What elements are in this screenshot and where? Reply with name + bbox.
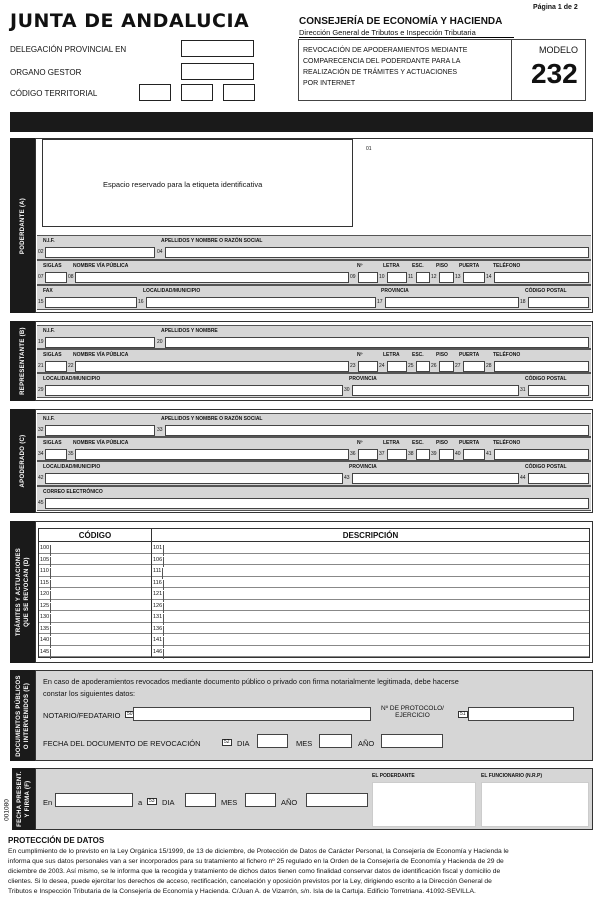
puerta-label: PUERTA [459, 440, 480, 446]
field-number: 36 [350, 451, 356, 457]
firma-funcionario-label: EL FUNCIONARIO (N.R.P) [481, 773, 543, 779]
codigo-number: 125 [40, 603, 51, 614]
codigo-row[interactable] [39, 634, 151, 646]
codigo-number: 130 [40, 614, 51, 625]
documentos-section [35, 670, 593, 761]
descripcion-number: 111 [153, 568, 163, 579]
codigo-field-2[interactable] [181, 84, 213, 101]
codigo-row[interactable] [39, 623, 151, 635]
poderdante-section [35, 138, 593, 313]
codigo-field-3[interactable] [223, 84, 255, 101]
localidad-input[interactable] [45, 385, 343, 396]
etiqueta-text: Espacio reservado para la etiqueta identificativa [103, 180, 263, 189]
via-input[interactable] [75, 272, 349, 283]
correo-label: CORREO ELECTRÓNICO [43, 489, 103, 495]
descripcion-row[interactable] [152, 588, 589, 600]
puerta-input[interactable] [463, 272, 485, 283]
apellidos-input[interactable] [165, 425, 589, 436]
codigo-column [38, 528, 152, 658]
field-number: 07 [38, 274, 44, 280]
direccion-general: Dirección General de Tributos e Inspección Tributaria [299, 28, 514, 38]
title-box [298, 39, 586, 101]
via-label: NOMBRE VÍA PÚBLICA [73, 440, 129, 446]
nif-input[interactable] [45, 337, 155, 348]
ano-input[interactable] [381, 734, 443, 748]
organo-label: ORGANO GESTOR [10, 68, 82, 77]
representante-row-nif [37, 325, 591, 349]
fax-input[interactable] [45, 297, 137, 308]
field-number: 52 [224, 739, 230, 745]
notario-label: NOTARIO/FEDATARIO [43, 711, 121, 720]
protocolo-input[interactable] [468, 707, 574, 721]
provincia-input[interactable] [352, 385, 519, 396]
letra-input[interactable] [387, 449, 407, 460]
siglas-label: SIGLAS [43, 352, 62, 358]
field-number: 37 [379, 451, 385, 457]
firma-poderdante-label: EL PODERDANTE [372, 773, 415, 779]
descripcion-number: 106 [153, 557, 164, 568]
fecha-firma-section [35, 768, 593, 830]
puerta-label: PUERTA [459, 352, 480, 358]
fecha-revocacion-label: FECHA DEL DOCUMENTO DE REVOCACIÓN [43, 739, 201, 748]
apellidos-input[interactable] [165, 247, 589, 258]
apellidos-label: APELLIDOS Y NOMBRE O RAZÓN SOCIAL [161, 238, 263, 244]
apoderado-row-email [37, 486, 591, 511]
field-number: 53 [149, 798, 155, 804]
label-line: Nº DE PROTOCOLO/ [381, 705, 444, 712]
field-number: 29 [38, 387, 44, 393]
localidad-input[interactable] [45, 473, 343, 484]
via-label: NOMBRE VÍA PÚBLICA [73, 263, 129, 269]
proteccion-text [8, 847, 509, 897]
numero-input[interactable] [358, 449, 378, 460]
side-line: O INTERVENIDOS (E) [23, 682, 30, 749]
tramites-side-label [10, 521, 35, 663]
descripcion-number: 141 [153, 637, 164, 648]
numero-label: Nº [357, 440, 363, 446]
field-number: 33 [157, 427, 163, 433]
field-number: 11 [408, 274, 414, 280]
descripcion-row[interactable] [152, 646, 589, 658]
protocolo-label [381, 705, 444, 719]
codigo-row[interactable] [39, 600, 151, 612]
field-number: 26 [431, 363, 437, 369]
field-number: 34 [38, 451, 44, 457]
title-line: POR INTERNET [303, 80, 356, 87]
apellidos-label: APELLIDOS Y NOMBRE O RAZÓN SOCIAL [161, 416, 263, 422]
via-input[interactable] [75, 449, 349, 460]
page-number: Página 1 de 2 [533, 4, 578, 11]
numero-input[interactable] [358, 272, 378, 283]
field-number: 08 [68, 274, 74, 280]
field-number: 22 [68, 363, 74, 369]
field-number: 45 [38, 500, 44, 506]
field-number: 41 [486, 451, 492, 457]
field-number: 38 [408, 451, 414, 457]
telefono-input[interactable] [494, 272, 589, 283]
piso-input[interactable] [439, 272, 454, 283]
field-number: 14 [486, 274, 492, 280]
descripcion-row[interactable] [152, 565, 589, 577]
codigo-number: 145 [40, 649, 51, 660]
descripcion-column [152, 528, 590, 658]
cp-label: CÓDIGO POSTAL [525, 376, 567, 382]
proteccion-line: diciembre de 2003. Así mismo, se le informa que la recogida y tratamiento de dichos datos tienen como finalidad conservar datos de identificación fiscal y domicilio de [8, 868, 501, 875]
field-number: 01 [366, 146, 372, 152]
consejeria-title: CONSEJERÍA DE ECONOMÍA Y HACIENDA [299, 16, 503, 27]
mes-label: MES [296, 739, 313, 748]
fecha-firma-side-label [12, 768, 35, 830]
delegacion-label: DELEGACIÓN PROVINCIAL EN [10, 45, 127, 54]
proteccion-title: PROTECCIÓN DE DATOS [8, 836, 105, 845]
field-number: 19 [38, 339, 44, 345]
notario-input[interactable] [133, 707, 371, 721]
code-text: 001080 [3, 799, 11, 821]
piso-label: PISO [436, 440, 448, 446]
side-line: FECHA PRESENT. [16, 771, 23, 827]
organo-field[interactable] [181, 63, 254, 80]
nif-label: N.I.F. [43, 238, 55, 244]
codigo-header: CÓDIGO [39, 529, 151, 542]
siglas-input[interactable] [45, 272, 67, 283]
poderdante-row-nif [37, 235, 591, 260]
codigo-row[interactable] [39, 646, 151, 658]
esc-input[interactable] [416, 361, 430, 372]
delegacion-field[interactable] [181, 40, 254, 57]
field-number: 12 [431, 274, 437, 280]
nif-label: N.I.F. [43, 416, 55, 422]
field-number: 02 [38, 249, 44, 255]
field-number: 42 [38, 475, 44, 481]
field-number: 27 [455, 363, 461, 369]
cp-label: CÓDIGO POSTAL [525, 288, 567, 294]
apoderado-row-locality [37, 461, 591, 486]
nif-input[interactable] [45, 425, 155, 436]
poderdante-side-label: PODERDANTE (A) [10, 138, 35, 313]
field-number: 50 [127, 711, 133, 717]
codigo-number: 140 [40, 637, 51, 648]
field-number: 39 [431, 451, 437, 457]
numero-label: Nº [357, 352, 363, 358]
apellidos-label: APELLIDOS Y NOMBRE [161, 328, 218, 334]
letra-input[interactable] [387, 272, 407, 283]
piso-input[interactable] [439, 449, 454, 460]
codigo-row[interactable] [39, 577, 151, 589]
mes-input[interactable] [245, 793, 276, 807]
letra-label: LETRA [383, 440, 400, 446]
apoderado-row-nif [37, 413, 591, 437]
mes-label: MES [221, 798, 238, 807]
esc-input[interactable] [416, 272, 430, 283]
field-number: 43 [344, 475, 350, 481]
puerta-label: PUERTA [459, 263, 480, 269]
codigo-number: 105 [40, 557, 51, 568]
email-input[interactable] [45, 498, 589, 509]
puerta-input[interactable] [463, 449, 485, 460]
telefono-label: TELÉFONO [493, 263, 521, 269]
field-number: 23 [350, 363, 356, 369]
poderdante-row-address [37, 260, 591, 285]
proteccion-line: informa que sus datos personales van a ser incorporados para su tratamiento al fichero nº 25 regulado en la Orden de la Consejería de Economía y Hacienda de 29 de [8, 858, 504, 865]
apoderado-row-address [37, 437, 591, 461]
field-number: 04 [157, 249, 163, 255]
field-number: 15 [38, 299, 44, 305]
descripcion-number: 101 [153, 545, 164, 556]
dia-input[interactable] [257, 734, 288, 748]
localidad-label: LOCALIDAD/MUNICIPIO [43, 464, 101, 470]
provincia-input[interactable] [352, 473, 519, 484]
modelo-number: 232 [531, 58, 578, 89]
siglas-input[interactable] [45, 361, 67, 372]
telefono-label: TELÉFONO [493, 352, 521, 358]
piso-label: PISO [436, 352, 448, 358]
esc-label: ESC. [412, 263, 424, 269]
field-number: 44 [520, 475, 526, 481]
field-number: 32 [38, 427, 44, 433]
mes-input[interactable] [319, 734, 352, 748]
descripcion-number: 116 [153, 580, 164, 591]
esc-label: ESC. [412, 440, 424, 446]
codigo-row[interactable] [39, 611, 151, 623]
descripcion-number: 136 [153, 626, 164, 637]
ano-label: AÑO [281, 798, 298, 807]
title-line: REVOCACIÓN DE APODERAMIENTOS MEDIANTE [303, 47, 468, 54]
apellidos-input[interactable] [165, 337, 589, 348]
provincia-input[interactable] [385, 297, 519, 308]
descripcion-number: 121 [153, 591, 164, 602]
cp-label: CÓDIGO POSTAL [525, 464, 567, 470]
label-line: EJERCICIO [395, 712, 430, 719]
field-number: 51 [460, 711, 466, 717]
field-number: 31 [520, 387, 526, 393]
telefono-input[interactable] [494, 361, 589, 372]
descripcion-row[interactable] [152, 634, 589, 646]
field-number: 17 [377, 299, 383, 305]
field-number: 30 [344, 387, 350, 393]
tramites-section [35, 521, 593, 663]
codigo-number: 100 [40, 545, 51, 556]
provincia-label: PROVINCIA [349, 376, 377, 382]
codigo-number: 115 [40, 580, 51, 591]
firma-poderdante-box[interactable] [372, 782, 476, 827]
codigo-number: 135 [40, 626, 51, 637]
side-line: QUE SE REVOCAN (D) [23, 557, 30, 627]
siglas-label: SIGLAS [43, 263, 62, 269]
side-line: TRÁMITES Y ACTUACIONES [15, 547, 22, 637]
proteccion-line: clientes. Si lo desea, puede ejercitar los derechos de acceso, rectificación, cancelación y oposición previstos por la Ley, dirigiendo escrito a la Dirección General de [8, 878, 492, 885]
nif-label: N.I.F. [43, 328, 55, 334]
descripcion-row[interactable] [152, 600, 589, 612]
localidad-label: LOCALIDAD/MUNICIPIO [143, 288, 201, 294]
codigo-row[interactable] [39, 565, 151, 577]
title-line: COMPARECENCIA DEL PODERDANTE PARA LA [303, 58, 461, 65]
cp-input[interactable] [528, 385, 589, 396]
nif-input[interactable] [45, 247, 155, 258]
documentos-instruction-2: constar los siguientes datos: [43, 689, 136, 698]
numero-input[interactable] [358, 361, 378, 372]
telefono-label: TELÉFONO [493, 440, 521, 446]
descripcion-number: 131 [153, 614, 164, 625]
esc-label: ESC. [412, 352, 424, 358]
codigo-territorial-label: CÓDIGO TERRITORIAL [10, 89, 98, 98]
via-label: NOMBRE VÍA PÚBLICA [73, 352, 129, 358]
firma-funcionario-box[interactable] [481, 782, 589, 827]
piso-input[interactable] [439, 361, 454, 372]
document-code [3, 790, 11, 830]
descripcion-row[interactable] [152, 542, 589, 554]
puerta-input[interactable] [463, 361, 485, 372]
field-number: 25 [408, 363, 414, 369]
telefono-input[interactable] [494, 449, 589, 460]
field-number: 20 [157, 339, 163, 345]
descripcion-number: 126 [153, 603, 164, 614]
descripcion-row[interactable] [152, 611, 589, 623]
dia-input[interactable] [185, 793, 216, 807]
header-divider-bar [10, 112, 593, 132]
field-number: 21 [38, 363, 44, 369]
piso-label: PISO [436, 263, 448, 269]
descripcion-number: 146 [153, 649, 164, 660]
etiqueta-area [42, 139, 353, 227]
representante-side-label: REPRESENTANTE (B) [10, 321, 35, 401]
representante-row-locality [37, 373, 591, 398]
proteccion-line: Tributos e Inspección Tributaria de la Consejería de Economía y Hacienda. C/Juan A. de Vizarrón, s/n. Isla de la Cartuja. Edificio Torretriana. 41092-SEVILLA. [8, 888, 476, 895]
field-number: 09 [350, 274, 356, 280]
provincia-label: PROVINCIA [381, 288, 409, 294]
codigo-row[interactable] [39, 554, 151, 566]
poderdante-row-locality [37, 285, 591, 310]
codigo-row[interactable] [39, 542, 151, 554]
ano-label: AÑO [358, 739, 375, 748]
fax-label: FAX [43, 288, 53, 294]
field-number: 13 [455, 274, 461, 280]
modelo-label: MODELO [539, 45, 579, 55]
apoderado-side-label: APODERADO (C) [10, 409, 35, 513]
title-line: REALIZACIÓN DE TRÁMITES Y ACTUACIONES [303, 69, 458, 76]
descripcion-row[interactable] [152, 554, 589, 566]
siglas-label: SIGLAS [43, 440, 62, 446]
letra-input[interactable] [387, 361, 407, 372]
dia-label: DIA [237, 739, 250, 748]
provincia-label: PROVINCIA [349, 464, 377, 470]
field-number: 16 [138, 299, 144, 305]
codigo-row[interactable] [39, 588, 151, 600]
numero-label: Nº [357, 263, 363, 269]
descripcion-row[interactable] [152, 623, 589, 635]
en-label: En [43, 798, 53, 807]
codigo-number: 110 [40, 568, 51, 579]
lugar-input[interactable] [55, 793, 133, 807]
representante-section [35, 321, 593, 401]
form-title [303, 45, 467, 89]
dia-label: DIA [162, 798, 175, 807]
esc-input[interactable] [416, 449, 430, 460]
a-label: a [138, 798, 143, 807]
apoderado-section [35, 409, 593, 513]
cp-input[interactable] [528, 473, 589, 484]
ano-input[interactable] [306, 793, 368, 807]
localidad-input[interactable] [146, 297, 376, 308]
field-number: 10 [379, 274, 385, 280]
field-number: 40 [455, 451, 461, 457]
descripcion-rows [152, 542, 589, 657]
documentos-instruction: En caso de apoderamientos revocados mediante documento público o privado con firma notarialmente legitimada, debe hacerse [43, 677, 459, 686]
field-number: 35 [68, 451, 74, 457]
junta-logo: JUNTA DE ANDALUCIA [10, 10, 250, 32]
field-number: 28 [486, 363, 492, 369]
proteccion-line: En cumplimiento de lo previsto en la Ley Orgánica 15/1999, de 13 de diciembre, de Protección de Datos de Carácter Personal, la Consejería de Economía y Hacienda le [8, 848, 509, 855]
side-line: DOCUMENTOS PÚBLICOS [15, 674, 22, 757]
codigo-number: 120 [40, 591, 51, 602]
documentos-side-label [10, 670, 35, 761]
field-number: 18 [520, 299, 526, 305]
letra-label: LETRA [383, 263, 400, 269]
codigo-rows [39, 542, 151, 657]
codigo-field-1[interactable] [139, 84, 171, 101]
representante-row-address [37, 349, 591, 373]
localidad-label: LOCALIDAD/MUNICIPIO [43, 376, 101, 382]
cp-input[interactable] [528, 297, 589, 308]
siglas-input[interactable] [45, 449, 67, 460]
descripcion-row[interactable] [152, 577, 589, 589]
via-input[interactable] [75, 361, 349, 372]
letra-label: LETRA [383, 352, 400, 358]
descripcion-header: DESCRIPCIÓN [152, 529, 589, 542]
side-line: Y FIRMA (F) [24, 780, 31, 818]
field-number: 24 [379, 363, 385, 369]
